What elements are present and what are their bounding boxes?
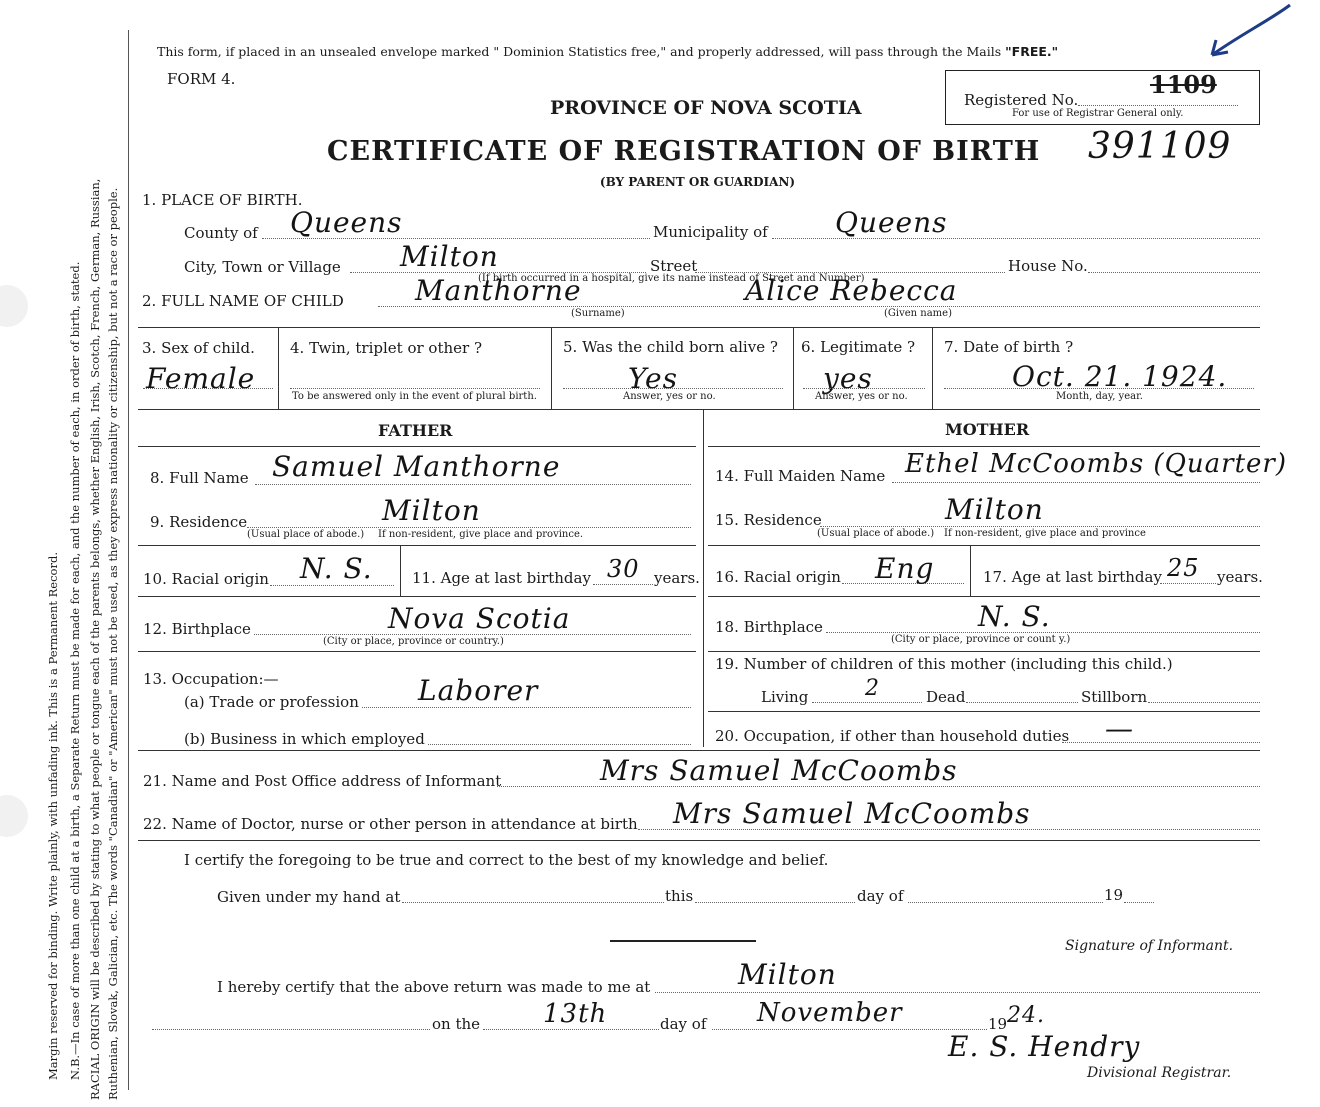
mother-age: 25	[1167, 554, 1200, 582]
place-of-birth-label: 1. PLACE OF BIRTH.	[142, 191, 303, 209]
father-racial-origin: N. S.	[300, 552, 373, 585]
municipality-label: Municipality of	[653, 223, 768, 241]
registrar-place: Milton	[738, 958, 837, 991]
legitimate-note: Answer, yes or no.	[815, 391, 908, 402]
mother-occupation-value: —	[1105, 712, 1134, 745]
child-given-name: Alice Rebecca	[745, 274, 958, 307]
margin-rule	[128, 30, 129, 1090]
doctor-label: 22. Name of Doctor, nurse or other person in attendance at birth	[143, 815, 638, 833]
mother-racial-label: 16. Racial origin	[715, 568, 841, 586]
father-age-label: 11. Age at last birthday	[412, 569, 591, 587]
mother-maiden-name: Ethel McCoombs (Quarter)	[905, 449, 1287, 479]
informant-signature-line	[610, 940, 756, 942]
handwritten-registration-number: 391109	[1088, 126, 1232, 167]
given-under-label: Given under my hand at	[217, 888, 401, 906]
born-alive-value: Yes	[628, 362, 678, 395]
twin-label: 4. Twin, triplet or other ?	[290, 339, 482, 357]
mother-racial-origin: Eng	[875, 552, 935, 585]
mother-residence: Milton	[945, 493, 1044, 526]
father-name: Samuel Manthorne	[272, 450, 561, 483]
father-birthplace-label: 12. Birthplace	[143, 620, 251, 638]
father-birthplace-note: (City or place, province or country.)	[323, 636, 504, 647]
municipality-value: Queens	[835, 206, 948, 239]
on-the-label: on the	[432, 1015, 481, 1033]
county-value: Queens	[290, 206, 403, 239]
mother-birthplace: N. S.	[978, 600, 1051, 633]
reg-year-prefix: 19	[988, 1015, 1008, 1033]
child-surname: Manthorne	[415, 274, 582, 307]
registration-year: 24.	[1007, 1003, 1045, 1028]
registered-label: Registered No.	[964, 91, 1079, 109]
father-racial-label: 10. Racial origin	[143, 570, 269, 588]
trade-label: (a) Trade or profession	[184, 693, 359, 711]
father-residence-label: 9. Residence	[150, 513, 248, 531]
born-alive-label: 5. Was the child born alive ?	[563, 338, 778, 356]
mother-maiden-name-label: 14. Full Maiden Name	[715, 467, 886, 485]
informant-label: 21. Name and Post Office address of Informant	[143, 772, 502, 790]
side-note-multiple-births: N.B.—In case of more than one child at a birth, a Separate Return must be made for each, and the number of each, in order of birth, stated.	[68, 261, 82, 1080]
informant-value: Mrs Samuel McCoombs	[600, 754, 958, 787]
city-label: City, Town or Village	[184, 258, 341, 276]
mother-residence-label: 15. Residence	[715, 511, 822, 529]
reg-day-of-label: day of	[660, 1015, 707, 1033]
side-note-racial-origin: RACIAL ORIGIN will be described by stating to what people or tongue each of the parents belongs, whether English, Irish, Scotch, French, German, Russian,	[88, 178, 102, 1100]
living-label: Living	[761, 688, 809, 706]
registered-number: 1109	[1150, 70, 1217, 99]
divisional-registrar-label: Divisional Registrar.	[1087, 1065, 1232, 1081]
registration-month: November	[757, 998, 903, 1028]
doctor-value: Mrs Samuel McCoombs	[673, 797, 1031, 830]
father-nonresident-note: If non-resident, give place and province.	[378, 529, 584, 540]
certificate-title: CERTIFICATE OF REGISTRATION OF BIRTH	[327, 136, 1041, 167]
mother-birthplace-note: (City or place, province or count y.)	[891, 634, 1071, 645]
child-name-label: 2. FULL NAME OF CHILD	[142, 292, 344, 310]
certify-statement: I certify the foregoing to be true and correct to the best of my knowledge and belief.	[184, 851, 829, 869]
registrar-signature: E. S. Hendry	[948, 1030, 1141, 1063]
business-label: (b) Business in which employed	[184, 730, 425, 748]
father-residence: Milton	[382, 494, 481, 527]
county-label: County of	[184, 224, 258, 242]
father-age: 30	[607, 555, 640, 583]
punch-hole	[0, 795, 28, 837]
twin-note: To be answered only in the event of plural birth.	[292, 391, 537, 402]
certificate-subtitle: (BY PARENT OR GUARDIAN)	[599, 175, 796, 189]
street-label: Street	[650, 257, 698, 275]
mother-occupation-label: 20. Occupation, if other than household duties	[715, 727, 1070, 745]
dob-value: Oct. 21. 1924.	[1012, 360, 1228, 393]
given-name-caption: (Given name)	[884, 308, 952, 319]
pen-arrow-mark	[1200, 0, 1300, 70]
legitimate-label: 6. Legitimate ?	[801, 338, 916, 356]
surname-caption: (Surname)	[571, 308, 625, 319]
born-alive-note: Answer, yes or no.	[623, 391, 716, 402]
signature-of-informant-label: Signature of Informant.	[1065, 938, 1234, 954]
side-note-binding: Margin reserved for binding. Write plainly, with unfading ink. This is a Permanent Record.	[46, 552, 60, 1080]
father-years-label: years.	[654, 569, 700, 587]
father-abode-note: (Usual place of abode.)	[247, 529, 365, 540]
year-prefix: 19	[1104, 886, 1124, 904]
city-value: Milton	[400, 240, 499, 273]
house-no-label: House No.	[1008, 257, 1088, 275]
form-number: FORM 4.	[167, 70, 236, 88]
father-name-label: 8. Full Name	[150, 469, 249, 487]
day-of-label: day of	[857, 887, 904, 905]
province-heading: PROVINCE OF NOVA SCOTIA	[550, 97, 862, 119]
dob-label: 7. Date of birth ?	[944, 338, 1074, 356]
mother-abode-note: (Usual place of abode.)	[817, 528, 935, 539]
hospital-note: (If birth occurred in a hospital, give its name instead of Street and Number)	[478, 273, 865, 284]
sex-label: 3. Sex of child.	[142, 339, 255, 357]
registration-day: 13th	[543, 999, 608, 1029]
mother-age-label: 17. Age at last birthday	[983, 568, 1162, 586]
living-value: 2	[865, 676, 880, 701]
sex-value: Female	[146, 362, 256, 395]
side-note-racial-words: Ruthenian, Slovak, Galician, etc. The words "Canadian" or "American" must not be used, as they express nationality or citizenship, but not a race or people.	[106, 187, 120, 1100]
mother-heading: MOTHER	[945, 420, 1030, 439]
father-heading: FATHER	[378, 421, 453, 440]
this-label: this	[665, 887, 694, 905]
dead-label: Dead	[926, 688, 966, 706]
registered-note: For use of Registrar General only.	[1012, 108, 1184, 119]
dob-note: Month, day, year.	[1056, 391, 1143, 402]
mother-years-label: years.	[1217, 568, 1263, 586]
trade-value: Laborer	[418, 674, 539, 707]
stillborn-label: Stillborn	[1081, 688, 1148, 706]
mail-note: This form, if placed in an unsealed envelope marked " Dominion Statistics free," and properly addressed, will pass through the Mails "FREE."	[157, 44, 1059, 59]
mother-birthplace-label: 18. Birthplace	[715, 618, 823, 636]
mother-nonresident-note: If non-resident, give place and province	[944, 528, 1146, 539]
punch-hole	[0, 285, 28, 327]
father-occupation-label: 13. Occupation:—	[143, 670, 279, 688]
father-birthplace: Nova Scotia	[388, 602, 571, 635]
registrar-statement: I hereby certify that the above return was made to me at	[217, 978, 651, 996]
legitimate-value: yes	[823, 362, 873, 395]
children-count-label: 19. Number of children of this mother (including this child.)	[715, 655, 1173, 673]
